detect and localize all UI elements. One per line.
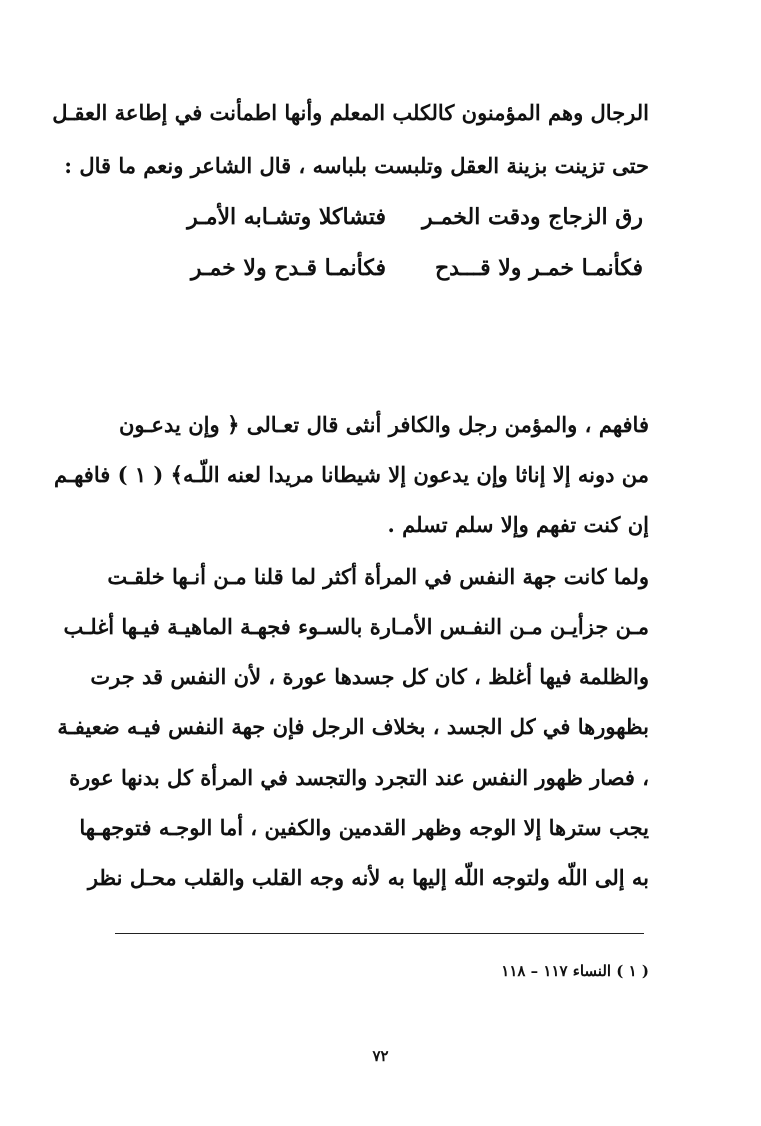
footnote-divider: [115, 933, 644, 934]
verse-hemistich: رق الزجاج ودقت الخمـر: [422, 204, 643, 230]
text-line: بظهورها في كل الجسد ، بخلاف الرجل فإن جهة النفس فيـه ضعيفـة: [57, 714, 649, 739]
footnote: ( ١ ) النساء ١١٧ – ١١٨: [501, 962, 649, 980]
text-line: يجب سترها إلا الوجه وظهر القدمين والكفين ، أما الوجـه فتوجهـها: [79, 815, 649, 840]
text-line: ، فصار ظهور النفس عند التجرد والتجسد في المرأة كل بدنها عورة: [69, 765, 649, 790]
text-line: مـن جزأيـن مـن النفـس الأمـارة بالسـوء فجهـة الماهيـة فيـها أغلـب: [63, 614, 649, 639]
text-line: فافهم ، والمؤمن رجل والكافر أنثى قال تعـالى ﴿ وإن يدعـون: [119, 412, 649, 437]
text-line: الرجال وهم المؤمنون كالكلب المعلم وأنها اطمأنت في إطاعة العقـل: [52, 100, 649, 125]
verse-hemistich: فكأنمـا خمـر ولا قـــدح: [434, 255, 643, 281]
text-line: حتى تزينت بزينة العقل وتلبست بلباسه ، قال الشاعر ونعم ما قال :: [64, 153, 649, 178]
text-line: إن كنت تفهم وإلا سلم تسلم .: [387, 512, 649, 537]
text-line: ولما كانت جهة النفس في المرأة أكثر لما قلنا مـن أنـها خلقـت: [107, 564, 649, 589]
text-line: به إلى اللّه ولتوجه اللّه إليها به لأنه وجه القلب والقلب محـل نظر: [87, 865, 649, 890]
text-line: من دونه إلا إناثا وإن يدعون إلا شيطانا مريدا لعنه اللّـه﴾ ( ١ ) فافهـم: [54, 462, 649, 487]
text-line: والظلمة فيها أغلظ ، كان كل جسدها عورة ، لأن النفس قد جرت: [90, 664, 649, 689]
verse-hemistich: فكأنمـا قـدح ولا خمـر: [190, 255, 386, 281]
verse-hemistich: فتشاكلا وتشـابه الأمـر: [187, 204, 386, 230]
page-number: ٧٢: [372, 1047, 389, 1065]
